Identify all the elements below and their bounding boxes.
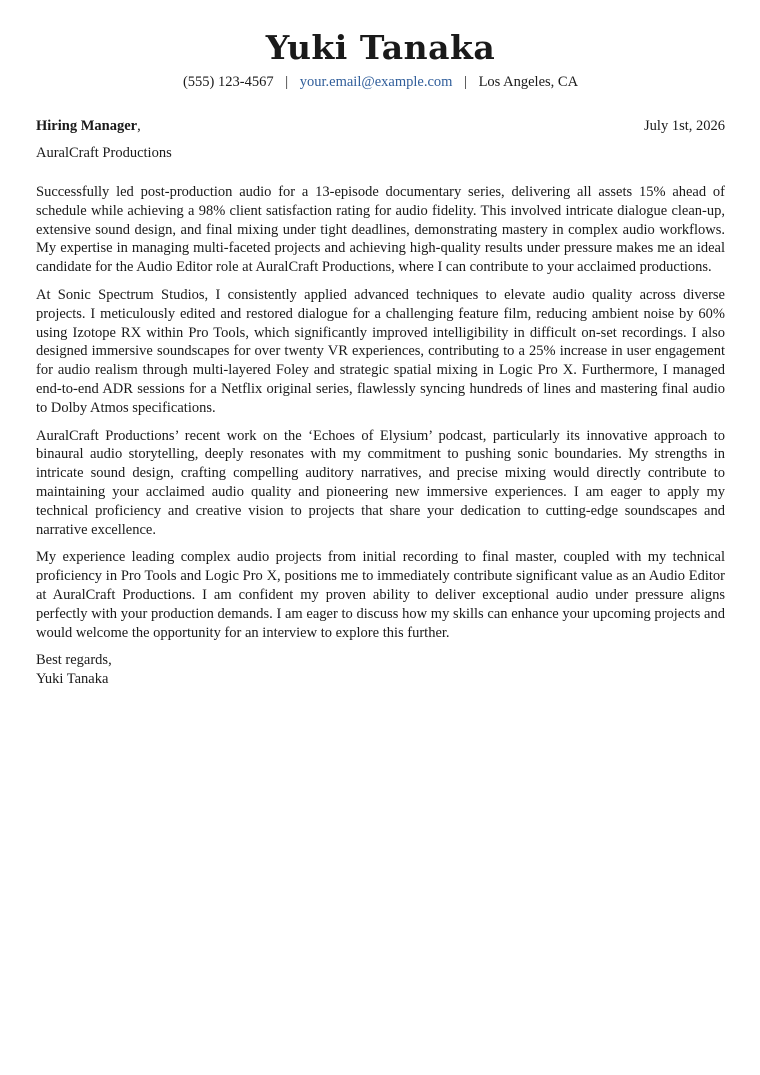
body-paragraph: At Sonic Spectrum Studios, I consistently applied advanced techniques to elevate audio quality across diverse projects. I meticulously edited and restored dialogue for a challenging feature film, reducing ambient noise by 60% using Izotope RX within Pro Tools, which significantly improved intelligibility in difficult on-set recordings. I also designed immersive soundscapes for over twenty VR experiences, contributing to a 25% increase in user engagement for audio realism through multi-layered Foley and strategic spatial mixing in Logic Pro X. Furthermore, I managed end-to-end ADR sessions for a Netflix original series, flawlessly syncing hundreds of lines and mastering final audio to Dolby Atmos specifications. [36, 286, 725, 416]
letter-closing [36, 651, 725, 689]
contact-separator: | [464, 74, 467, 90]
phone-number: (555) 123-4567 [182, 74, 274, 90]
body-paragraph: Successfully led post-production audio for a 13-episode documentary series, delivering all assets 15% ahead of schedule while achieving a 98% client satisfaction rating for audio fidelity. This involved intricate dialogue clean-up, extensive sound design, and final mixing under tight deadlines, demonstrating mastery in complex audio workflows. My expertise in managing multi-faceted projects and achieving high-quality results under pressure makes me an ideal candidate for the Audio Editor role at AuralCraft Productions, where I can contribute to your acclaimed productions. [36, 184, 725, 276]
closing-signature: Yuki Tanaka [36, 671, 109, 688]
closing-salutation: Best regards, [36, 652, 112, 669]
letter-body [36, 183, 725, 642]
body-paragraph: My experience leading complex audio projects from initial recording to final master, coupled with my technical proficiency in Pro Tools and Logic Pro X, positions me to immediately contribute significant value as an Audio Editor at AuralCraft Productions. I am confident my proven ability to deliver exceptional audio under pressure aligns perfectly with your production demands. I am eager to discuss how my skills can enhance your upcoming projects and would welcome the opportunity for an interview to explore this further. [36, 549, 725, 641]
recipient-company: AuralCraft Productions [36, 145, 172, 161]
recipient-title-comma: , [137, 118, 141, 134]
contact-line [36, 72, 725, 92]
recipient-title-text: Hiring Manager [36, 118, 138, 134]
body-paragraph: AuralCraft Productions’ recent work on the ‘Echoes of Elysium’ podcast, particularly its innovative approach to binaural audio storytelling, deeply resonates with my commitment to pushing sonic boundaries. My strengths in intricate sound design, crafting compelling auditory narratives, and precise mixing would directly contribute to maintaining your acclaimed audio quality and pioneering new immersive experiences. I am eager to apply my technical proficiency and creative vision to projects that share your dedication to cutting-edge soundscapes and narrative excellence. [36, 427, 725, 538]
cover-letter-page [36, 28, 725, 689]
recipient-date-row [36, 116, 725, 136]
email-link[interactable]: your.email@example.com [299, 74, 453, 90]
letter-date: July 1st, 2026 [644, 118, 725, 134]
applicant-name: Yuki Tanaka [265, 28, 496, 67]
location: Los Angeles, CA [478, 74, 579, 90]
contact-separator: | [285, 74, 289, 90]
recipient-title [36, 116, 141, 136]
